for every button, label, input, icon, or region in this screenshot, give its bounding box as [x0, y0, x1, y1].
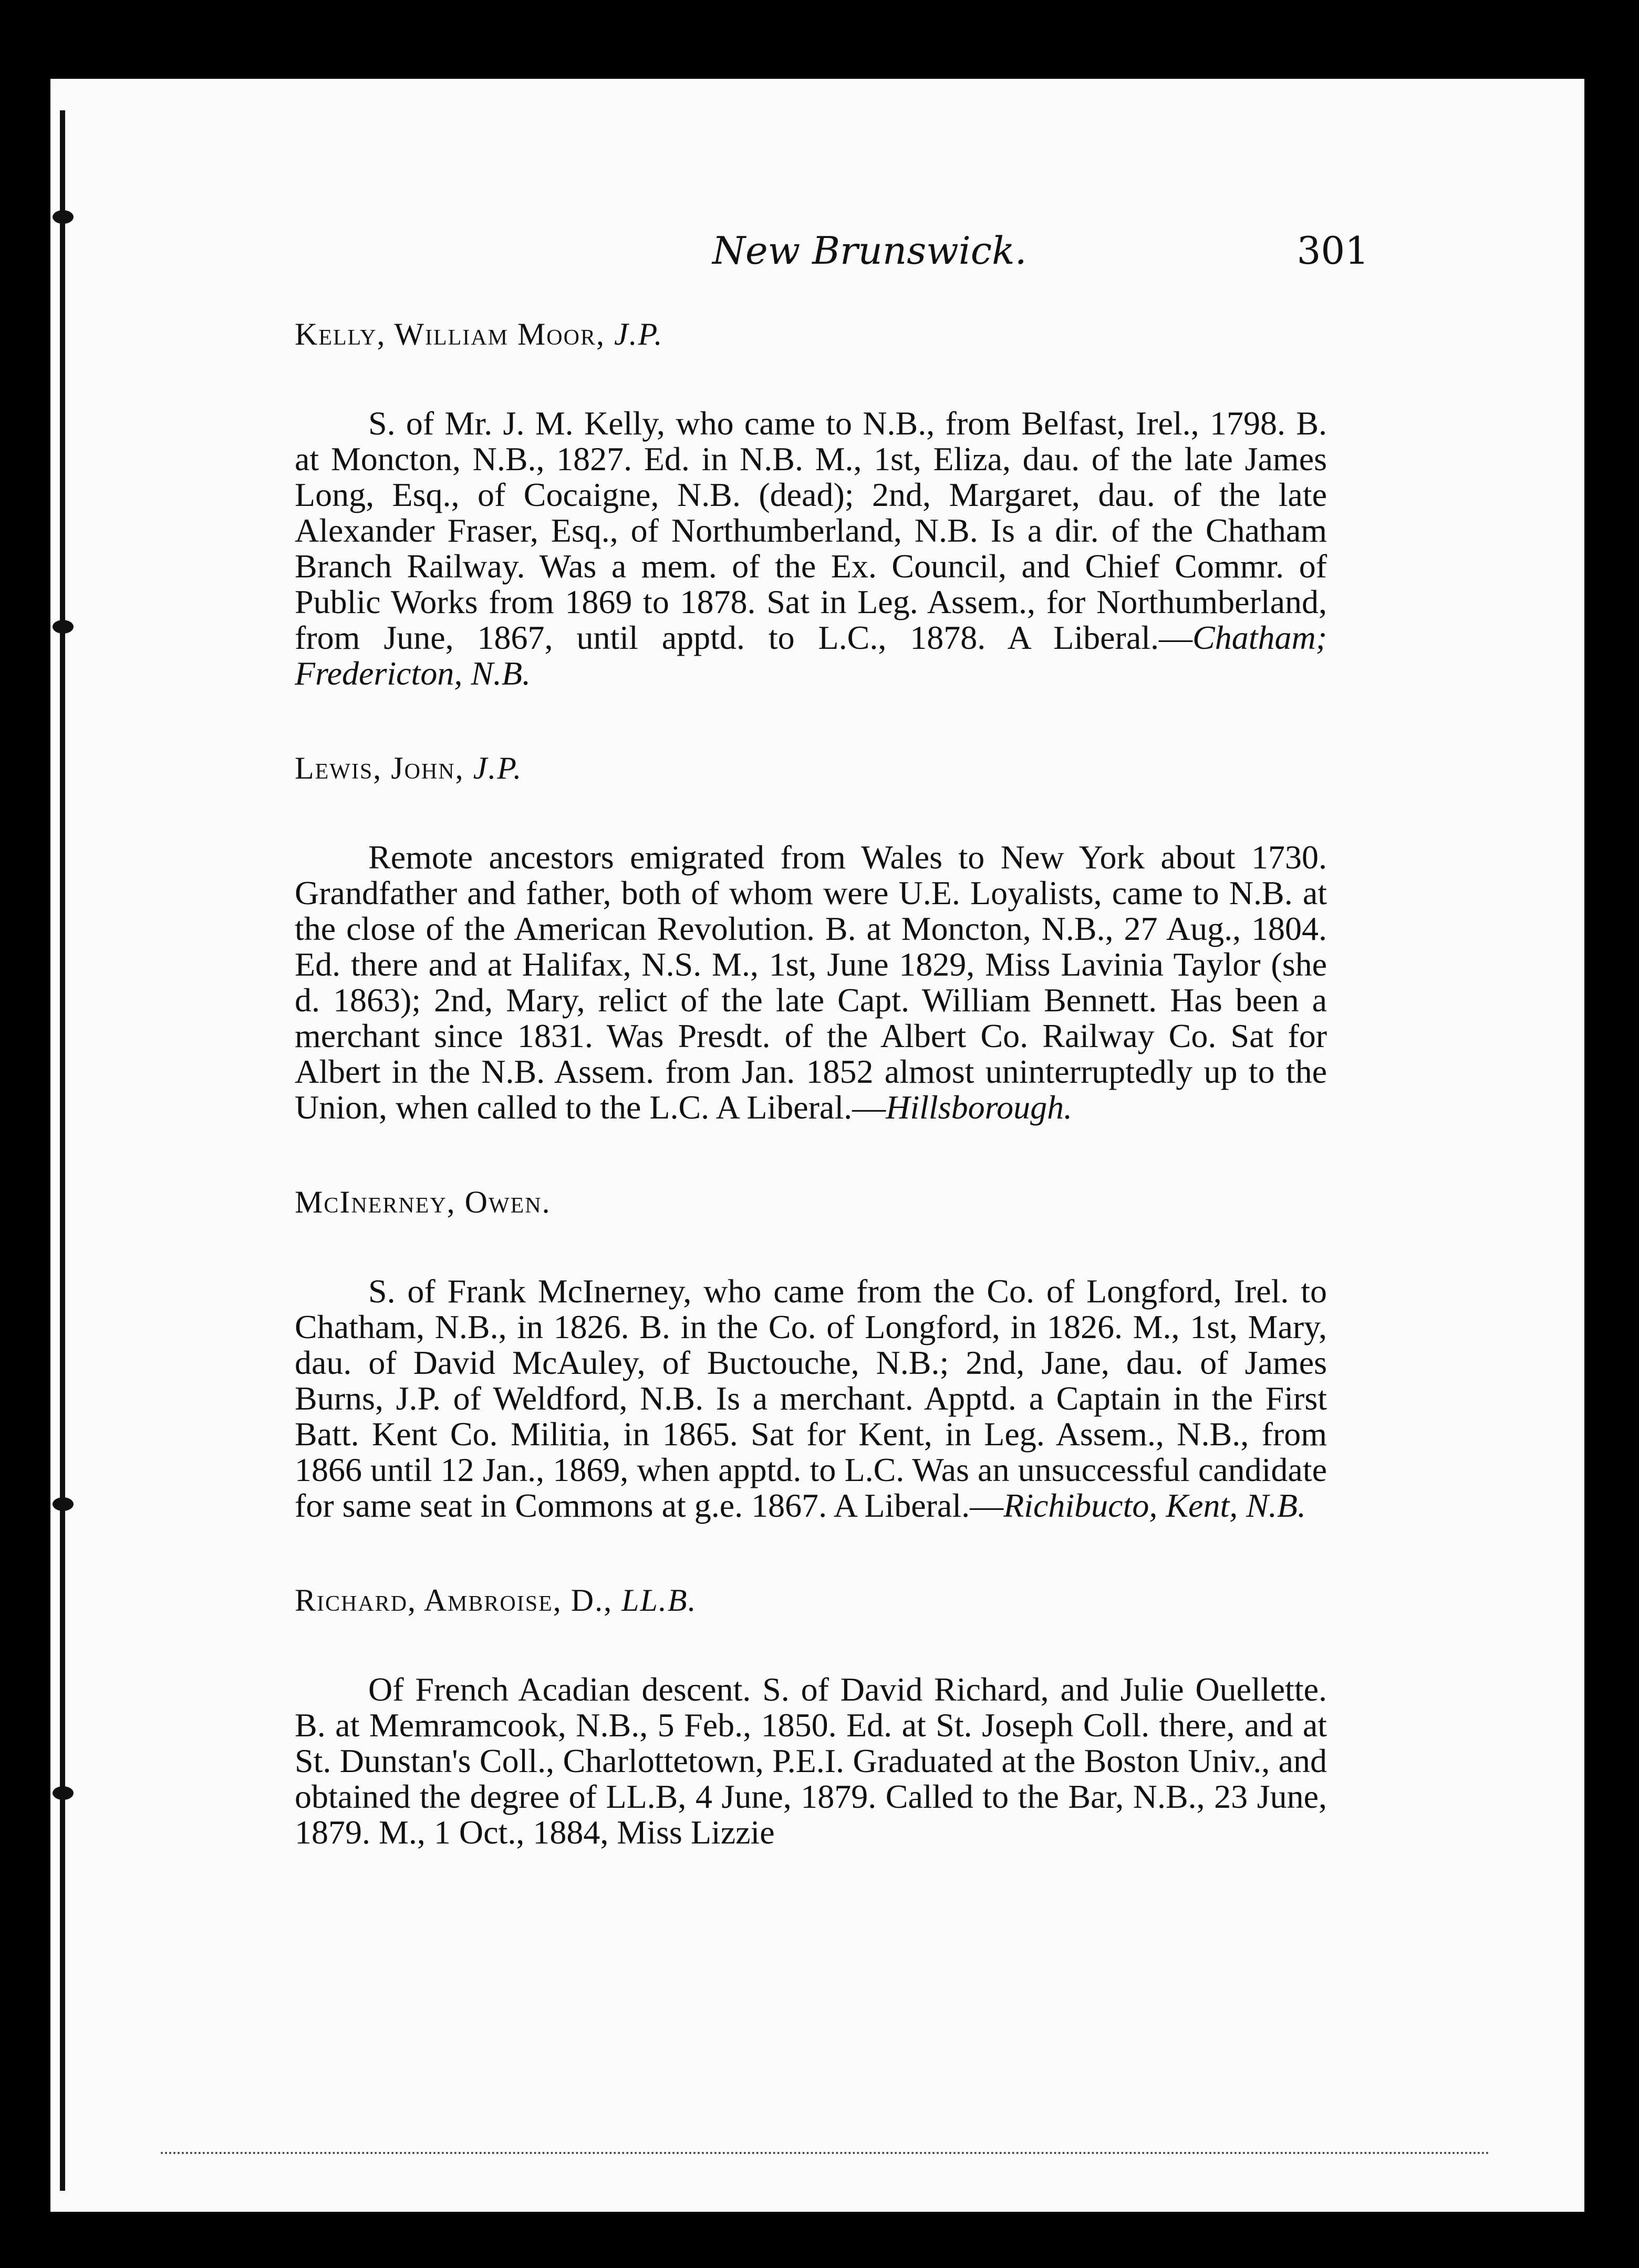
- entry-suffix: J.P.: [473, 751, 523, 785]
- biography-entry: [295, 1581, 1327, 1850]
- biography-entry: [295, 1183, 1327, 1524]
- page-content: [295, 315, 1327, 1908]
- binding-mark: [53, 1497, 74, 1511]
- entry-surname: McInerney: [295, 1185, 447, 1219]
- entry-text: Of French Acadian descent. S. of David Richard, and Julie Ouellette. B. at Memramcook, N.B., 5 Feb., 1850. Ed. at St. Joseph Coll. there, and at St. Dunstan's Coll., Charlottetown, P.E.I. Graduated at the Boston Univ., and obtained the degree of LL.B, 4 June, 1879. Called to the Bar, N.B., 23 June, 1879. M., 1 Oct., 1884, Miss Lizzie: [295, 1671, 1327, 1851]
- entry-body: [295, 1672, 1327, 1850]
- entry-heading: McInerney, Owen.: [295, 1185, 551, 1219]
- entry-text: S. of Mr. J. M. Kelly, who came to N.B., from Belfast, Irel., 1798. B. at Moncton, N.B., 1827. Ed. in N.B. M., 1st, Eliza, dau. of the late James Long, Esq., of Cocaigne, N.B. (dead); 2nd, Margaret, dau. of the late Alexander Fraser, Esq., of Northumberland, N.B. Is a dir. of the Chatham Branch Railway. Was a mem. of the Ex. Council, and Chief Commr. of Public Works from 1869 to 1878. Sat in Leg. Assem., for Northumberland, from June, 1867, until apptd. to L.C., 1878. A Liberal.—: [295, 405, 1327, 656]
- entry-heading: Kelly, William Moor, J.P.: [295, 317, 663, 351]
- binding-mark: [53, 620, 74, 634]
- page-header: [366, 229, 1369, 286]
- book-page: [50, 79, 1584, 2212]
- biography-entry: [295, 315, 1327, 691]
- entry-given-name: John: [391, 751, 455, 785]
- biography-entry: [295, 749, 1327, 1125]
- entry-residence: Richibucto, Kent, N.B.: [1003, 1487, 1306, 1524]
- entry-text: Remote ancestors emigrated from Wales to New York about 1730. Grandfather and father, both of whom were U.E. Loyalists, came to N.B. at the close of the American Revolution. B. at Moncton, N.B., 27 Aug., 1804. Ed. there and at Halifax, N.S. M., 1st, June 1829, Miss Lavinia Taylor (she d. 1863); 2nd, Mary, relict of the late Capt. William Bennett. Has been a merchant since 1831. Was Presdt. of the Albert Co. Railway Co. Sat for Albert in the N.B. Assem. from Jan. 1852 almost uninterruptedly up to the Union, when called to the L.C. A Liberal.—: [295, 838, 1327, 1126]
- entry-suffix: LL.B.: [621, 1583, 697, 1618]
- entry-surname: Richard: [295, 1583, 408, 1618]
- page-number: 301: [1296, 229, 1369, 273]
- entry-text: S. of Frank McInerney, who came from the Co. of Longford, Irel. to Chatham, N.B., in 1826. B. in the Co. of Longford, in 1826. M., 1st, Mary, dau. of David McAuley, of Buctouche, N.B.; 2nd, Jane, dau. of James Burns, J.P. of Weldford, N.B. Is a merchant. Apptd. a Captain in the First Batt. Kent Co. Militia, in 1865. Sat for Kent, in Leg. Assem., N.B., from 1866 until 12 Jan., 1869, when apptd. to L.C. Was an unsuccessful candidate for same seat in Commons at g.e. 1867. A Liberal.—: [295, 1272, 1327, 1524]
- entry-body: [295, 406, 1327, 691]
- entry-given-name: Ambroise, D.: [423, 1583, 604, 1618]
- entry-surname: Lewis: [295, 751, 374, 785]
- binding-mark: [53, 1786, 74, 1800]
- entry-heading: Lewis, John, J.P.: [295, 751, 523, 785]
- entry-given-name: William Moor: [394, 317, 596, 351]
- running-title: New Brunswick.: [712, 229, 1027, 273]
- entry-given-name: Owen.: [464, 1185, 551, 1219]
- binding-mark: [53, 210, 74, 224]
- entry-heading: Richard, Ambroise, D., LL.B.: [295, 1583, 697, 1618]
- entry-suffix: J.P.: [614, 317, 663, 351]
- binding-edge: [60, 110, 65, 2191]
- entry-surname: Kelly: [295, 317, 377, 351]
- scan-speckle: [161, 2152, 1490, 2154]
- entry-body: [295, 840, 1327, 1125]
- entry-residence: Chatham; Fredericton, N.B.: [295, 619, 1327, 692]
- entry-residence: Hillsborough.: [886, 1089, 1073, 1126]
- entry-body: [295, 1273, 1327, 1524]
